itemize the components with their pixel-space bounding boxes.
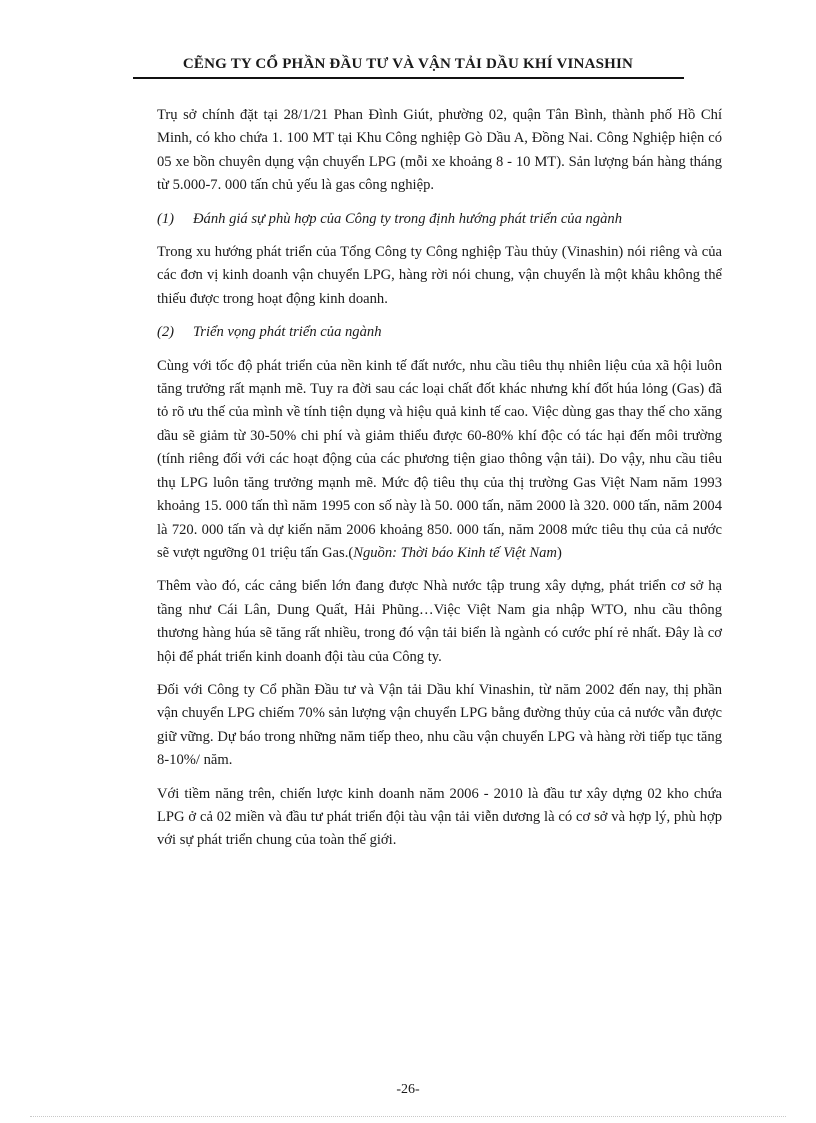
paragraph-market-outlook-text: Cùng với tốc độ phát triển của nền kinh tế đất nước, nhu cầu tiêu thụ nhiên liệu của xã hội luôn tăng trưởng rất mạnh mẽ. Tuy ra đời sau các loại chất đốt khác nhưng khí đốt húa lỏng (Gas) đã tỏ rõ ưu thế của mình về tính tiện dụng và hiệu quả kinh tế cao. Việc dùng gas thay thế cho xăng dầu sẽ giảm từ 30-50% chi phí và giảm thiểu được 60-80% khí độc có tác hại đến môi trường (tính riêng đối với các hoạt động của các phương tiện giao thông vận tải). Do vậy, nhu cầu tiêu thụ LPG luôn tăng trưởng mạnh mẽ. Mức độ tiêu thụ của thị trường Gas Việt Nam năm 1993 khoảng 15. 000 tấn thì năm 1995 con số này là 50. 000 tấn, năm 2000 là 320. 000 tấn, năm 2004 là 720. 000 tấn và dự kiến năm 2006 khoảng 850. 000 tấn, năm 2008 mức tiêu thụ của cả nước sẽ vượt ngưỡng 01 triệu tấn Gas.( [157,357,722,561]
section-heading-1-text: Đánh giá sự phù hợp của Công ty trong định hướng phát triển của ngành [193,210,623,227]
section-heading-1-number: (1) [157,210,175,227]
document-body [157,104,722,863]
section-heading-2-number: (2) [157,324,175,341]
section-heading-1 [157,208,722,231]
paragraph-market-share: Đối với Công ty Cổ phần Đầu tư và Vận tải Dầu khí Vinashin, từ năm 2002 đến nay, thị phần vận chuyển LPG chiếm 70% sản lượng vận chuyển LPG bằng đường thủy của cả nước vẫn được giữ vững. Dự báo trong những năm tiếp theo, nhu cầu vận chuyển LPG và hàng rời tiếp tục tăng 8-10%/ năm. [157,681,722,769]
section-heading-2-text: Triển vọng phát triển của ngành [193,324,382,341]
section-heading-2 [157,321,722,344]
page-bottom-border [30,1116,786,1117]
paragraph-market-outlook [157,355,722,566]
header-divider [133,77,684,79]
paragraph-industry-fit: Trong xu hướng phát triển của Tổng Công ty Công nghiệp Tàu thủy (Vinashin) nói riêng và của các đơn vị kinh doanh vận chuyển LPG, hàng rời nói chung, vận chuyển là một khâu không thể thiếu được trong hoạt động kinh doanh. [157,244,722,307]
source-citation-close: ) [556,544,562,561]
paragraph-company-info: Trụ sở chính đặt tại 28/1/21 Phan Đình Giút, phường 02, quận Tân Bình, thành phố Hồ Chí Minh, có kho chứa 1. 100 MT tại Khu Công nghiệp Gò Dầu A, Đồng Nai. Công Nghiệp hiện có 05 xe bồn chuyên dụng vận chuyển LPG (mỗi xe khoảng 8 - 10 MT). Sản lượng bán hàng tháng từ 5.000-7. 000 tấn chủ yếu là gas công nghiệp. [157,107,722,194]
source-citation: Nguồn: Thời báo Kinh tế Việt Nam [353,544,557,561]
paragraph-ports: Thêm vào đó, các cảng biển lớn đang được Nhà nước tập trung xây dựng, phát triển cơ sở hạ tầng như Cái Lân, Dung Quất, Hải Phũng…Việc Việt Nam gia nhập WTO, nhu cầu thông thương hàng húa sẽ tăng rất nhiều, trong đó vận tải biển là ngành có cước phí rẻ nhất. Đây là cơ hội để phát triển kinh doanh đội tàu của Công ty. [157,578,722,665]
page-number: -26- [396,1082,420,1097]
paragraph-strategy: Với tiềm năng trên, chiến lược kinh doanh năm 2006 - 2010 là đầu tư xây dựng 02 kho chứa LPG ở cả 02 miền và đầu tư phát triển đội tàu vận tải viễn dương là có cơ sở và hợp lý, phù hợp với sự phát triển chung của toàn thế giới. [157,785,722,849]
page-header-title: CẼNG TY CỔ PHẦN ĐẦU TƯ VÀ VẬN TẢI DẦU KHÍ VINASHIN [182,56,634,72]
